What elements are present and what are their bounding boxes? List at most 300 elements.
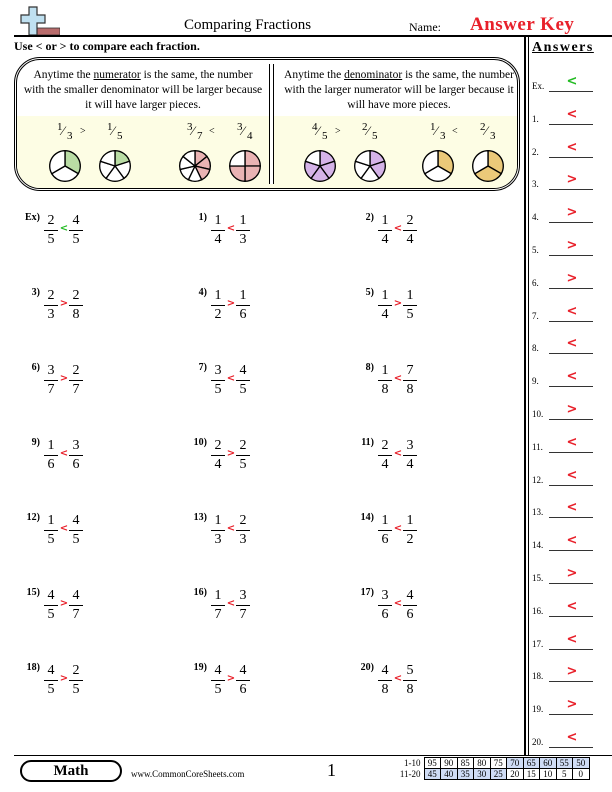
numerator: 5	[403, 663, 417, 681]
answer-line	[549, 485, 593, 486]
fraction	[44, 213, 58, 248]
fraction	[69, 513, 83, 548]
denominator: 8	[381, 682, 389, 697]
answer-line	[549, 91, 593, 92]
score-cell: 0	[573, 769, 590, 780]
denominator: 6	[381, 532, 389, 547]
score-cell: 50	[573, 758, 590, 769]
problem	[185, 437, 335, 487]
fraction-pie-icon	[470, 148, 506, 184]
fraction	[211, 363, 225, 398]
answer-number: 1.	[532, 113, 539, 124]
comparison-answer[interactable]: >	[59, 673, 69, 684]
comparison-operator: >	[80, 126, 86, 137]
comparison-answer[interactable]: <	[226, 523, 236, 534]
answer-row	[532, 695, 608, 715]
answer-value[interactable]: <	[566, 631, 578, 647]
score-cell: 55	[556, 758, 573, 769]
denominator: 4	[406, 457, 414, 472]
answer-value[interactable]: >	[566, 205, 578, 221]
score-cell: 60	[540, 758, 557, 769]
answer-row	[532, 302, 608, 322]
comparison-answer[interactable]: <	[226, 223, 236, 234]
comparison-answer[interactable]: <	[59, 223, 69, 234]
score-cell: 65	[523, 758, 540, 769]
problem	[185, 362, 335, 412]
comparison-answer[interactable]: <	[59, 448, 69, 459]
numerator: 4	[211, 663, 225, 681]
denominator: 5	[117, 130, 123, 142]
fraction	[236, 588, 250, 623]
denominator: 2	[406, 532, 414, 547]
answer-number: 9.	[532, 376, 539, 387]
answer-number: 16.	[532, 605, 544, 616]
answer-number: 11.	[532, 441, 543, 452]
answer-line	[549, 747, 593, 748]
comparison-answer[interactable]: <	[393, 598, 403, 609]
numerator: 3	[378, 588, 392, 606]
problem-label: 20)	[360, 662, 374, 673]
denominator: 5	[72, 682, 80, 697]
problem	[185, 512, 335, 562]
answer-number: 4.	[532, 212, 539, 223]
answer-number: 20.	[532, 737, 544, 747]
score-cell: 20	[507, 769, 524, 780]
plus-sign-logo-icon	[14, 6, 60, 36]
answer-row	[532, 531, 608, 551]
numerator: 2	[211, 438, 225, 456]
problem-label: 9)	[31, 437, 40, 448]
answer-row	[532, 236, 608, 256]
numerator: 4	[403, 588, 417, 606]
problem-label: 17)	[360, 587, 374, 598]
score-cell: 5	[556, 769, 573, 780]
answer-value[interactable]: <	[566, 303, 578, 319]
problem-label: 19)	[193, 662, 207, 673]
fraction	[403, 663, 417, 698]
numerator: 2	[44, 213, 58, 231]
numerator: 4	[69, 588, 83, 606]
page-number: 1	[327, 760, 336, 780]
numerator: 2	[378, 438, 392, 456]
fraction	[44, 513, 58, 548]
numerator: 2	[236, 438, 250, 456]
answers-title: Answers	[532, 40, 594, 55]
answer-value[interactable]: <	[566, 533, 578, 549]
problem	[352, 512, 502, 562]
comparison-answer[interactable]: >	[59, 373, 69, 384]
website-link[interactable]: www.CommonCoreSheets.com	[131, 769, 245, 779]
answer-value[interactable]: <	[566, 598, 578, 614]
numerator: 7	[403, 363, 417, 381]
fraction	[378, 513, 392, 548]
fraction	[44, 663, 58, 698]
answer-value[interactable]: <	[566, 139, 578, 155]
answer-row	[532, 203, 608, 223]
numerator: 2	[44, 288, 58, 306]
answer-line	[549, 714, 593, 715]
answer-row	[532, 138, 608, 158]
problem-label: 15)	[26, 587, 40, 598]
denominator: 4	[214, 457, 222, 472]
answer-value[interactable]: <	[566, 74, 578, 89]
fraction	[69, 213, 83, 248]
denominator: 5	[47, 532, 55, 547]
numerator: 2	[69, 288, 83, 306]
numerator: 4	[69, 513, 83, 531]
score-cell: 10	[540, 769, 557, 780]
denominator: 5	[406, 307, 414, 322]
fraction	[378, 588, 392, 623]
answer-row	[532, 105, 608, 125]
fraction	[211, 513, 225, 548]
fraction	[69, 288, 83, 323]
comparison-answer[interactable]: <	[393, 223, 403, 234]
numerator: 3	[237, 121, 243, 133]
answer-value[interactable]: <	[566, 467, 578, 483]
answer-row	[532, 466, 608, 486]
answer-row	[532, 170, 608, 190]
answer-line	[549, 353, 593, 354]
problem	[185, 587, 335, 637]
comparison-answer[interactable]: <	[393, 373, 403, 384]
fraction	[69, 663, 83, 698]
fraction	[69, 363, 83, 398]
denominator: 7	[214, 607, 222, 622]
numerator: 1	[211, 588, 225, 606]
name-value: Answer Key	[470, 14, 575, 35]
answer-line	[549, 681, 593, 682]
answer-value[interactable]: >	[566, 238, 578, 253]
answer-row	[532, 630, 608, 650]
fraction-slash: ⁄	[485, 123, 488, 138]
fraction	[236, 363, 250, 398]
score-cell: 25	[490, 769, 507, 780]
fraction	[378, 213, 392, 248]
answer-number: 14.	[532, 540, 544, 551]
comparison-answer[interactable]: <	[59, 523, 69, 534]
numerator: 1	[378, 288, 392, 306]
fraction	[211, 438, 225, 473]
denominator: 3	[239, 232, 247, 247]
fraction-pie-icon	[47, 148, 83, 184]
answer-number: 17.	[532, 638, 544, 649]
score-cell: 15	[523, 769, 540, 780]
numerator: 2	[69, 663, 83, 681]
score-row-label: 1-10	[404, 758, 421, 768]
numerator: 2	[236, 513, 250, 531]
score-table	[391, 757, 590, 780]
comparison-operator: <	[452, 126, 458, 137]
problem	[185, 212, 335, 262]
header-divider	[14, 35, 612, 37]
comparison-answer[interactable]: <	[393, 448, 403, 459]
denominator: 5	[47, 682, 55, 697]
score-row	[391, 758, 589, 769]
denominator: 6	[381, 607, 389, 622]
denominator: 5	[72, 232, 80, 247]
numerator: 1	[57, 121, 63, 133]
answer-value[interactable]: <	[566, 500, 578, 516]
numerator: 1	[403, 513, 417, 531]
answer-number: 2.	[532, 146, 539, 157]
numerator: 3	[403, 438, 417, 456]
numerator: 4	[44, 588, 58, 606]
problem-label: 1)	[198, 212, 207, 223]
denominator: 6	[239, 682, 247, 697]
score-cell: 70	[507, 758, 524, 769]
answer-value[interactable]: >	[566, 172, 578, 188]
answer-value[interactable]: >	[566, 402, 578, 417]
fraction-slash: ⁄	[317, 123, 320, 138]
denominator: 5	[239, 457, 247, 472]
answer-line	[549, 124, 593, 125]
numerator: 2	[480, 121, 486, 133]
problem-label: 10)	[193, 437, 207, 448]
numerator: 4	[44, 663, 58, 681]
fraction	[403, 438, 417, 473]
numerator: 4	[69, 213, 83, 231]
help-text-denominator: Anytime the denominator is the same, the number with the larger numerator will be larger because it will have more pieces.	[284, 69, 514, 111]
problem	[18, 587, 168, 637]
problem	[185, 662, 335, 712]
problem-label: 18)	[26, 662, 40, 673]
denominator: 7	[72, 607, 80, 622]
answer-line	[549, 452, 593, 453]
answer-line	[549, 222, 593, 223]
answer-line	[549, 550, 593, 551]
comparison-answer[interactable]: >	[226, 673, 236, 684]
score-cell: 85	[457, 758, 474, 769]
comparison-answer[interactable]: <	[393, 523, 403, 534]
comparison-answer[interactable]: >	[226, 448, 236, 459]
answer-value[interactable]: <	[566, 730, 578, 745]
problem-label: 4)	[198, 287, 207, 298]
answer-value[interactable]: <	[566, 336, 578, 352]
numerator: 1	[378, 213, 392, 231]
numerator: 1	[211, 213, 225, 231]
answer-row	[532, 433, 608, 453]
answer-line	[549, 321, 593, 322]
fraction	[403, 513, 417, 548]
answer-value[interactable]: <	[566, 106, 578, 122]
help-divider	[269, 64, 274, 184]
numerator: 1	[44, 513, 58, 531]
fraction	[378, 363, 392, 398]
answer-value[interactable]: >	[566, 270, 578, 286]
numerator: 1	[378, 363, 392, 381]
answer-number: 6.	[532, 277, 539, 288]
denominator: 5	[214, 382, 222, 397]
problem-label: 2)	[365, 212, 374, 223]
answer-value[interactable]: <	[566, 369, 578, 385]
answers-divider	[524, 37, 526, 755]
answer-number: 13.	[532, 507, 544, 518]
denominator: 3	[490, 130, 496, 142]
fraction-slash: ⁄	[112, 123, 115, 138]
fraction	[236, 213, 250, 248]
score-cell: 35	[457, 769, 474, 780]
problem-label: 6)	[31, 362, 40, 373]
fraction-pie-icon	[97, 148, 133, 184]
denominator: 5	[214, 682, 222, 697]
answer-row	[532, 564, 608, 584]
answer-number: Ex.	[532, 81, 545, 91]
comparison-answer[interactable]: <	[393, 673, 403, 684]
answer-row	[532, 597, 608, 617]
problem-label: 13)	[193, 512, 207, 523]
problem	[18, 212, 168, 262]
problem	[352, 287, 502, 337]
denominator: 3	[239, 532, 247, 547]
denominator: 6	[72, 457, 80, 472]
denominator: 3	[67, 130, 73, 142]
fraction-pie-icon	[352, 148, 388, 184]
numerator: 4	[312, 121, 318, 133]
fraction	[236, 288, 250, 323]
answer-number: 5.	[532, 245, 539, 255]
worksheet-title: Comparing Fractions	[184, 17, 312, 33]
fraction	[69, 438, 83, 473]
answer-line	[549, 517, 593, 518]
score-cell: 95	[424, 758, 441, 769]
score-cell: 45	[424, 769, 441, 780]
problem	[185, 287, 335, 337]
fraction	[403, 588, 417, 623]
numerator: 2	[69, 363, 83, 381]
fraction	[211, 663, 225, 698]
answer-line	[549, 649, 593, 650]
denominator: 4	[381, 457, 389, 472]
problem-label: 3)	[31, 287, 40, 298]
denominator: 7	[197, 130, 203, 142]
denominator: 8	[406, 682, 414, 697]
comparison-answer[interactable]: >	[226, 298, 236, 309]
fraction	[69, 588, 83, 623]
denominator: 4	[214, 232, 222, 247]
fraction	[378, 288, 392, 323]
answer-value[interactable]: >	[566, 697, 578, 713]
problem	[352, 437, 502, 487]
answer-line	[549, 288, 593, 289]
denominator: 8	[72, 307, 80, 322]
problem	[18, 287, 168, 337]
fraction	[378, 438, 392, 473]
numerator: 1	[44, 438, 58, 456]
answer-number: 8.	[532, 343, 539, 354]
comparison-answer[interactable]: <	[226, 373, 236, 384]
score-cell: 40	[441, 769, 458, 780]
numerator: 1	[236, 213, 250, 231]
problem	[352, 662, 502, 712]
fraction-slash: ⁄	[242, 123, 245, 138]
answers-divider-inner	[528, 37, 529, 755]
fraction-slash: ⁄	[62, 123, 65, 138]
answer-row	[532, 498, 608, 518]
score-row-label: 11-20	[399, 769, 421, 779]
answer-line	[549, 419, 593, 420]
numerator: 4	[236, 363, 250, 381]
answer-line	[549, 386, 593, 387]
subject-badge: Math	[20, 760, 122, 782]
fraction	[378, 663, 392, 698]
numerator: 1	[403, 288, 417, 306]
numerator: 3	[236, 588, 250, 606]
score-cell: 75	[490, 758, 507, 769]
denominator: 7	[239, 607, 247, 622]
denominator: 5	[322, 130, 328, 142]
comparison-answer[interactable]: >	[59, 598, 69, 609]
numerator: 1	[378, 513, 392, 531]
numerator: 3	[187, 121, 193, 133]
answer-line	[549, 189, 593, 190]
comparison-answer[interactable]: >	[393, 298, 403, 309]
fraction-slash: ⁄	[435, 123, 438, 138]
denominator: 8	[406, 382, 414, 397]
answer-value[interactable]: <	[566, 434, 578, 450]
denominator: 2	[214, 307, 222, 322]
denominator: 5	[372, 130, 378, 142]
answer-row	[532, 662, 608, 682]
fraction	[236, 513, 250, 548]
score-cell: 80	[474, 758, 491, 769]
fraction	[44, 363, 58, 398]
denominator: 4	[381, 307, 389, 322]
denominator: 5	[47, 607, 55, 622]
answer-line	[549, 616, 593, 617]
denominator: 3	[214, 532, 222, 547]
denominator: 3	[440, 130, 446, 142]
problem-label: 12)	[26, 512, 40, 523]
denominator: 6	[47, 457, 55, 472]
fraction	[403, 363, 417, 398]
comparison-answer[interactable]: >	[59, 298, 69, 309]
answer-line	[549, 157, 593, 158]
answer-row	[532, 400, 608, 420]
numerator: 3	[44, 363, 58, 381]
numerator: 1	[211, 513, 225, 531]
answer-value[interactable]: >	[566, 566, 578, 581]
fraction	[403, 213, 417, 248]
footer-divider	[14, 755, 612, 756]
fraction	[44, 438, 58, 473]
problem-label: 5)	[365, 287, 374, 298]
denominator: 5	[47, 232, 55, 247]
fraction-slash: ⁄	[192, 123, 195, 138]
denominator: 4	[247, 130, 253, 142]
denominator: 4	[381, 232, 389, 247]
comparison-answer[interactable]: <	[226, 598, 236, 609]
score-cell: 90	[441, 758, 458, 769]
problem-label: 16)	[193, 587, 207, 598]
problem	[352, 587, 502, 637]
answer-number: 3.	[532, 179, 539, 190]
denominator: 4	[406, 232, 414, 247]
score-cell: 30	[474, 769, 491, 780]
fraction	[44, 288, 58, 323]
name-label: Name:	[409, 20, 441, 34]
denominator: 7	[72, 382, 80, 397]
answer-number: 7.	[532, 310, 539, 321]
numerator: 1	[236, 288, 250, 306]
fraction-pie-icon	[177, 148, 213, 184]
numerator: 1	[211, 288, 225, 306]
comparison-operator: <	[209, 126, 215, 137]
answer-value[interactable]: >	[566, 664, 578, 680]
fraction	[44, 588, 58, 623]
answer-row	[532, 269, 608, 289]
instructions: Use < or > to compare each fraction.	[14, 39, 200, 53]
